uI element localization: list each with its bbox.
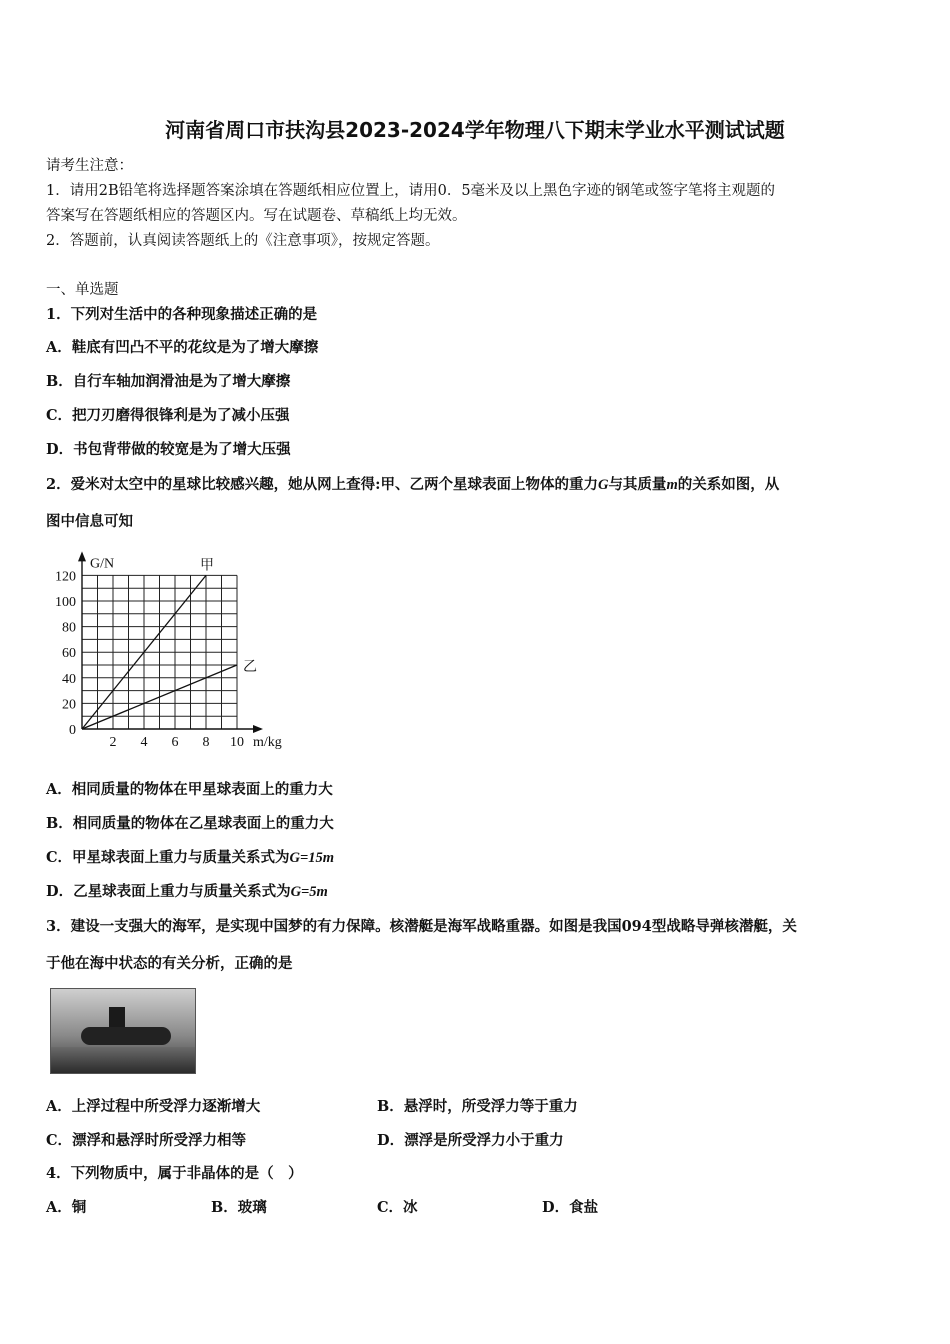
q2-stem-b: 与其质量	[608, 476, 667, 493]
q2-option-b: B．相同质量的物体在乙星球表面上的重力大	[46, 815, 334, 832]
x-axis-label: m/kg	[253, 735, 282, 750]
q2-stem-line2: 图中信息可知	[46, 513, 133, 530]
q2-option-d	[46, 880, 328, 901]
q4-option-b: B．玻璃	[211, 1199, 267, 1216]
chart-grid	[82, 575, 237, 729]
q2-option-d-formula: G=5m	[290, 884, 328, 900]
q2-option-c-formula: G=15m	[289, 850, 335, 866]
q3-stem-line2: 于他在海中状态的有关分析，正确的是	[46, 955, 293, 972]
page-title: 河南省周口市扶沟县2023-2024学年物理八下期末学业水平测试试题	[165, 118, 785, 142]
g-m-chart	[44, 544, 304, 754]
q1-option-b: B．自行车轴加润滑油是为了增大摩擦	[46, 373, 291, 390]
y-tick-label: 0	[69, 723, 76, 738]
y-axis-label: G/N	[90, 556, 115, 572]
q3-option-a: A．上浮过程中所受浮力逐渐增大	[46, 1098, 261, 1115]
q2-option-c	[46, 846, 334, 867]
y-tick-label: 20	[62, 697, 76, 713]
q1-option-d: D．书包背带做的较宽是为了增大压强	[46, 441, 291, 458]
q2-stem	[46, 473, 779, 494]
y-tick-label: 40	[62, 671, 76, 687]
q2-var-g: G	[597, 477, 609, 493]
q2-option-a: A．相同质量的物体在甲星球表面上的重力大	[46, 781, 333, 798]
q3-option-d: D．漂浮是所受浮力小于重力	[377, 1132, 564, 1149]
q3-stem: 3．建设一支强大的海军，是实现中国梦的有力保障。核潜艇是海军战略重器。如图是我国094型战略导弹核潜艇，关	[46, 918, 797, 935]
q4-option-c: C．冰	[377, 1199, 418, 1216]
y-tick-label: 100	[55, 595, 76, 610]
submarine-hull	[81, 1027, 171, 1045]
q2-option-d-text: D．乙星球表面上重力与质量关系式为	[46, 883, 291, 900]
q4-option-d: D．食盐	[542, 1199, 599, 1216]
q2-stem-a: 2．爱米对太空中的星球比较感兴趣，她从网上查得:甲、乙两个星球表面上物体的重力	[46, 476, 598, 493]
y-tick-label: 120	[55, 569, 76, 585]
x-tick-label: 6	[171, 735, 179, 750]
q3-option-b: B．悬浮时，所受浮力等于重力	[377, 1098, 578, 1115]
sea-surface	[51, 1047, 195, 1073]
q4-option-a: A．铜	[46, 1199, 87, 1216]
section-heading: 一、单选题	[46, 282, 119, 298]
y-tick-label: 80	[62, 620, 76, 636]
q2-stem-c: 的关系如图，从	[677, 476, 780, 493]
q1-option-c: C．把刀刃磨得很锋利是为了减小压强	[46, 407, 290, 424]
x-tick-label: 10	[230, 735, 244, 750]
x-tick-label: 4	[140, 735, 148, 750]
x-axis-arrow	[253, 725, 263, 733]
series-label: 甲	[200, 558, 214, 574]
q4-stem: 4．下列物质中，属于非晶体的是（ ）	[46, 1165, 303, 1182]
q1-option-a: A．鞋底有凹凸不平的花纹是为了增大摩擦	[46, 339, 319, 356]
notice-line2: 2．答题前，认真阅读答题纸上的《注意事项》，按规定答题。	[46, 233, 440, 249]
q2-option-c-text: C．甲星球表面上重力与质量关系式为	[46, 849, 290, 866]
notice-line1: 1．请用2B铅笔将选择题答案涂填在答题纸相应位置上，请用0．5毫米及以上黑色字迹的钢笔或签字笔将主观题的	[46, 183, 776, 199]
x-tick-label: 2	[109, 735, 117, 750]
q1-stem: 1．下列对生活中的各种现象描述正确的是	[46, 306, 318, 323]
x-tick-label: 8	[202, 735, 210, 750]
y-axis-arrow	[78, 551, 86, 561]
y-tick-label: 60	[62, 646, 76, 662]
submarine-photo	[50, 988, 196, 1074]
notice-heading: 请考生注意：	[46, 158, 133, 174]
q2-var-m: m	[666, 477, 678, 493]
q3-option-c: C．漂浮和悬浮时所受浮力相等	[46, 1132, 247, 1149]
series-label: 乙	[243, 660, 257, 675]
notice-line1b: 答案写在答题纸相应的答题区内。写在试题卷、草稿纸上均无效。	[46, 208, 467, 224]
